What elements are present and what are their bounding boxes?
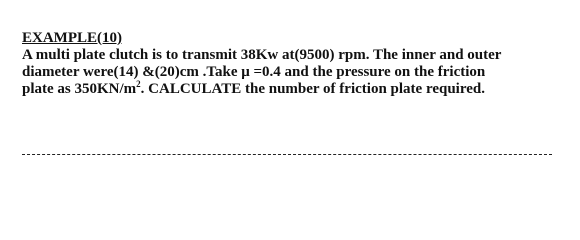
problem-line-3-text: plate as 350KN/m (22, 81, 137, 97)
problem-line-1: A multi plate clutch is to transmit 38Kw at(9500) rpm. The inner and outer (22, 47, 502, 63)
problem-line-2: diameter were(14) &(20)cm .Take μ =0.4 and the pressure on the friction (22, 64, 486, 80)
problem-line-3-rest: . CALCULATE the number of friction plate required. (140, 81, 485, 97)
example-heading: EXAMPLE(10) (22, 30, 122, 46)
dashed-separator (22, 154, 552, 155)
problem-line-3 (22, 81, 485, 98)
squared-superscript: 2 (136, 79, 141, 89)
